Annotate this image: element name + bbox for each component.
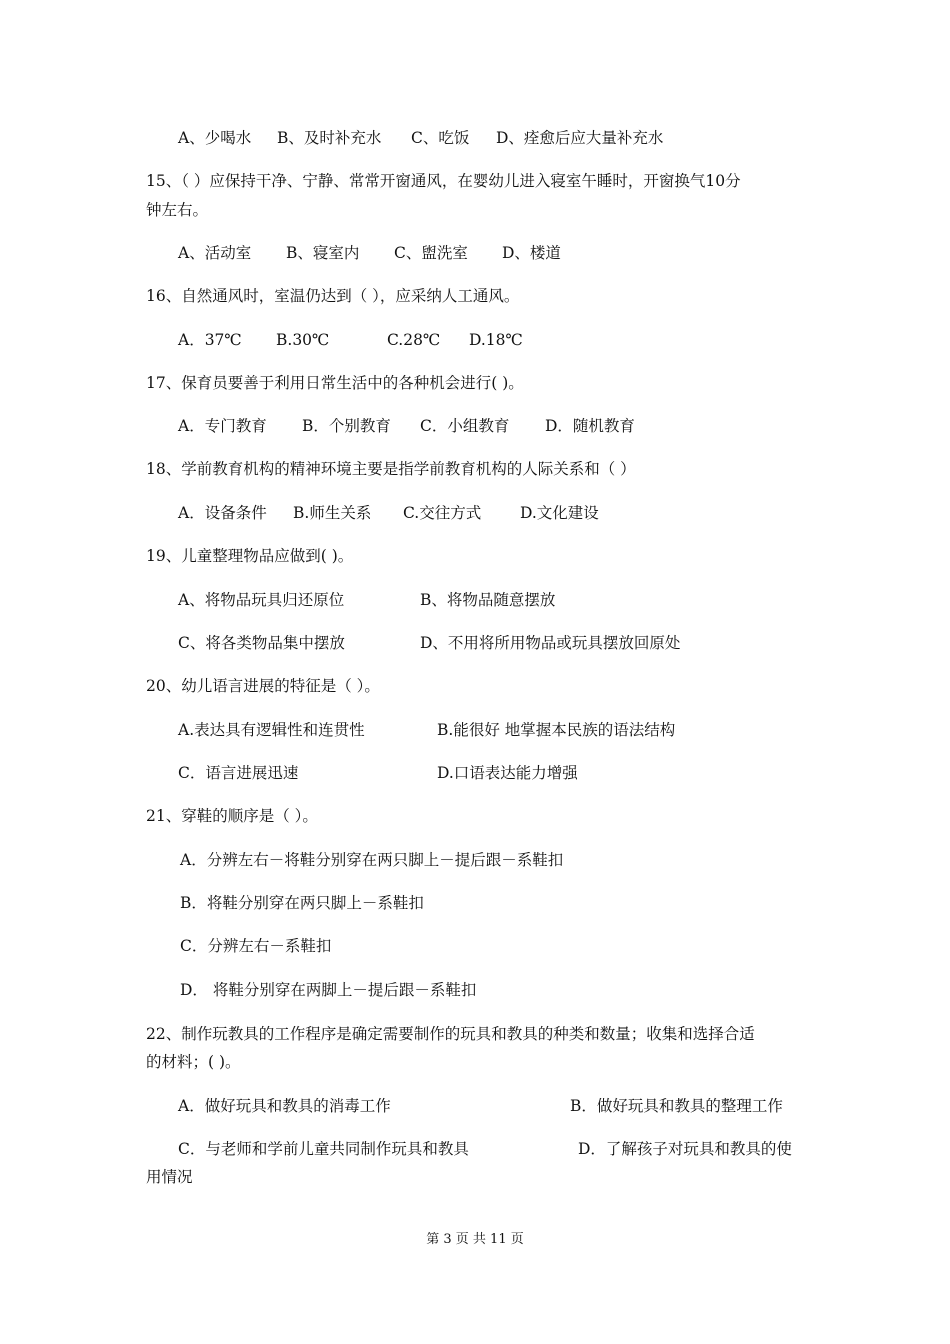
- q21-option-b: B．将鞋分别穿在两只脚上－系鞋扣: [180, 894, 424, 912]
- q16-option-c: C.28℃: [387, 331, 441, 349]
- q22-option-a: A．做好玩具和教具的消毒工作: [178, 1097, 391, 1115]
- q22-stem-line2: 的材料；( )。: [146, 1053, 241, 1071]
- q21-option-d: D． 将鞋分别穿在两脚上－提后跟－系鞋扣: [180, 981, 477, 999]
- q15-stem-line2: 钟左右。: [146, 201, 209, 219]
- q22-option-d-continued: 用情况: [146, 1168, 193, 1186]
- q20-option-d: D.口语表达能力增强: [437, 764, 578, 782]
- q14-option-b: B、及时补充水: [277, 129, 382, 147]
- q18-option-d: D.文化建设: [520, 504, 599, 522]
- q19-option-a: A、将物品玩具归还原位: [178, 591, 345, 609]
- q22-option-d: D．了解孩子对玩具和教具的使: [578, 1140, 792, 1158]
- q17-option-c: C．小组教育: [420, 417, 510, 435]
- q15-option-b: B、寝室内: [286, 244, 360, 262]
- q16-option-b: B.30℃: [276, 331, 330, 349]
- q16-option-a: A．37℃: [178, 331, 242, 349]
- q22-option-b: B．做好玩具和教具的整理工作: [570, 1097, 783, 1115]
- q18-option-b: B.师生关系: [293, 504, 372, 522]
- q19-stem: 19、儿童整理物品应做到( )。: [146, 547, 354, 565]
- page-footer: 第 3 页 共 11 页: [426, 1232, 524, 1247]
- q20-option-a: A.表达具有逻辑性和连贯性: [178, 721, 365, 739]
- q17-option-a: A．专门教育: [178, 417, 267, 435]
- q21-option-a: A．分辨左右－将鞋分别穿在两只脚上－提后跟－系鞋扣: [180, 851, 564, 869]
- q20-stem: 20、幼儿语言进展的特征是（ ）。: [146, 677, 380, 695]
- q16-option-d: D.18℃: [469, 331, 523, 349]
- q21-option-c: C．分辨左右－系鞋扣: [180, 937, 332, 955]
- q17-option-b: B．个别教育: [302, 417, 391, 435]
- q14-option-d: D、痊愈后应大量补充水: [496, 129, 664, 147]
- q15-option-c: C、盥洗室: [394, 244, 468, 262]
- q19-option-b: B、将物品随意摆放: [420, 591, 556, 609]
- q19-option-c: C、将各类物品集中摆放: [178, 634, 345, 652]
- q15-stem-line1: 15、（ ）应保持干净、宁静、常常开窗通风，在婴幼儿进入寝室午睡时，开窗换气10分: [146, 172, 741, 190]
- q19-option-d: D、不用将所用物品或玩具摆放回原处: [420, 634, 681, 652]
- q20-option-b: B.能很好 地掌握本民族的语法结构: [437, 721, 676, 739]
- q15-option-d: D、楼道: [502, 244, 561, 262]
- q17-option-d: D．随机教育: [545, 417, 635, 435]
- q18-stem: 18、学前教育机构的精神环境主要是指学前教育机构的人际关系和（ ）: [146, 460, 636, 478]
- q18-option-c: C.交往方式: [403, 504, 482, 522]
- q20-option-c: C．语言进展迅速: [178, 764, 299, 782]
- q14-option-a: A、少喝水: [178, 129, 252, 147]
- q18-option-a: A．设备条件: [178, 504, 267, 522]
- q16-stem: 16、自然通风时，室温仍达到（ ），应采纳人工通风。: [146, 287, 520, 305]
- q22-option-c: C．与老师和学前儿童共同制作玩具和教具: [178, 1140, 469, 1158]
- q17-stem: 17、保育员要善于利用日常生活中的各种机会进行( )。: [146, 374, 524, 392]
- q15-option-a: A、活动室: [178, 244, 252, 262]
- q14-option-c: C、吃饭: [411, 129, 470, 147]
- q22-stem-line1: 22、制作玩教具的工作程序是确定需要制作的玩具和教具的种类和数量；收集和选择合适: [146, 1025, 755, 1043]
- q21-stem: 21、穿鞋的顺序是（ ）。: [146, 807, 318, 825]
